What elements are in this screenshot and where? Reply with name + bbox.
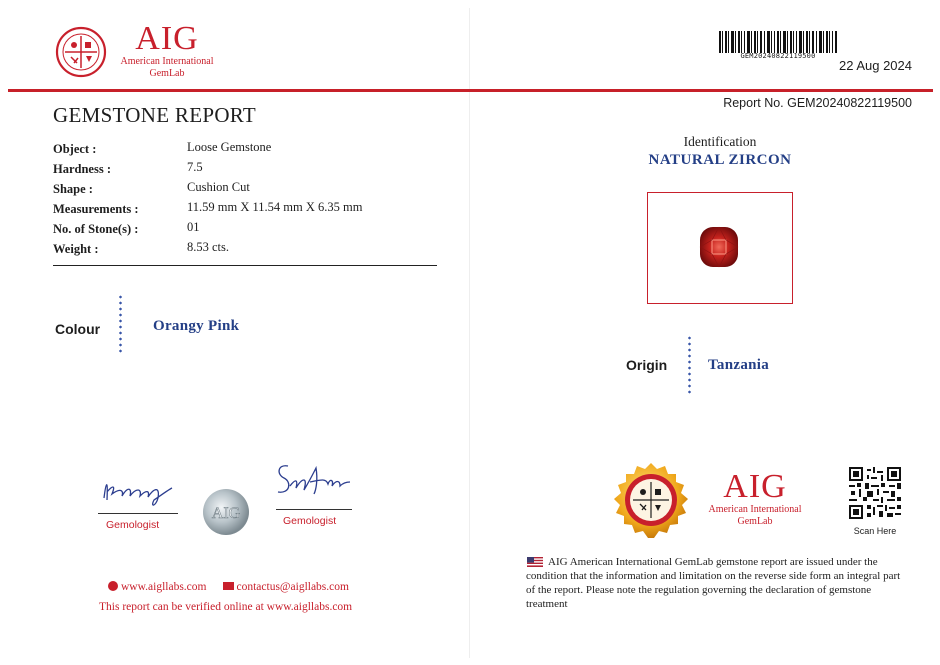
verify-text: This report can be verified online at www.aigllabs.com <box>99 601 353 613</box>
spec-label: No. of Stone(s) : <box>53 222 139 236</box>
scan-here-label: Scan Here <box>853 526 897 536</box>
signature-line-2 <box>276 509 352 510</box>
gemologist-label-2: Gemologist <box>283 515 337 527</box>
spec-label: Weight : <box>53 242 99 256</box>
origin-label: Origin <box>626 357 668 373</box>
gemologist-label-1: Gemologist <box>106 519 160 531</box>
signature-line-1 <box>98 513 178 514</box>
page-fold <box>469 8 470 658</box>
report-title: GEMSTONE REPORT <box>53 103 256 127</box>
aig-logo-text <box>112 22 222 80</box>
spec-divider <box>53 265 437 266</box>
spec-value: Loose Gemstone <box>187 140 272 154</box>
spec-value: 11.59 mm X 11.54 mm X 6.35 mm <box>187 200 363 214</box>
gemologist-signature-1 <box>98 470 178 510</box>
mark-brand: AIG <box>723 468 787 505</box>
website-link[interactable]: www.aigllabs.com <box>121 581 207 593</box>
spec-value: 8.53 cts. <box>187 240 230 254</box>
report-date: 22 Aug 2024 <box>838 58 912 73</box>
identification-label: Identification <box>683 134 757 149</box>
email-link[interactable]: contactus@aigllabs.com <box>236 581 349 593</box>
spec-label: Object : <box>53 142 97 156</box>
spec-value: Cushion Cut <box>187 180 250 194</box>
hologram-text: AIG <box>211 505 241 522</box>
hologram-seal-icon <box>202 488 250 536</box>
dotted-divider <box>119 294 122 354</box>
brand-subtitle-line1: American International <box>120 56 214 67</box>
header-divider <box>8 89 933 92</box>
aig-seal-logo-icon <box>55 26 107 78</box>
barcode-number: GEM20240822119500 <box>740 52 816 60</box>
spec-label: Measurements : <box>53 202 139 216</box>
brand-name: AIG <box>135 20 199 57</box>
disclaimer-text: AIG American International GemLab gemstone report are issued under the condition that the information and limitation on the reverse side form an integral part of the report. Please note the regulation governing the declaration of gemstone treatment <box>526 556 901 610</box>
spec-value: 01 <box>187 220 200 234</box>
dotted-divider <box>688 335 691 395</box>
contact-line <box>108 581 349 593</box>
barcode-icon <box>719 31 837 53</box>
identification-value: NATURAL ZIRCON <box>648 152 792 168</box>
gemstone-image <box>699 226 739 268</box>
origin-value: Tanzania <box>708 357 770 373</box>
brand-subtitle-line2: GemLab <box>149 68 185 79</box>
spec-label: Shape : <box>53 182 93 196</box>
aig-gold-seal-icon <box>611 462 691 540</box>
mail-icon <box>223 582 234 590</box>
colour-value: Orangy Pink <box>153 318 240 334</box>
globe-icon <box>108 581 118 591</box>
report-number: Report No. GEM20240822119500 <box>723 96 912 110</box>
aig-mark <box>700 470 810 528</box>
spec-value: 7.5 <box>187 160 203 174</box>
mark-subtitle-line2: GemLab <box>737 516 773 527</box>
mark-subtitle-line1: American International <box>708 504 802 515</box>
colour-label: Colour <box>55 321 101 337</box>
spec-label: Hardness : <box>53 162 111 176</box>
qr-code-icon[interactable] <box>849 467 901 519</box>
gemologist-signature-2 <box>270 460 355 506</box>
